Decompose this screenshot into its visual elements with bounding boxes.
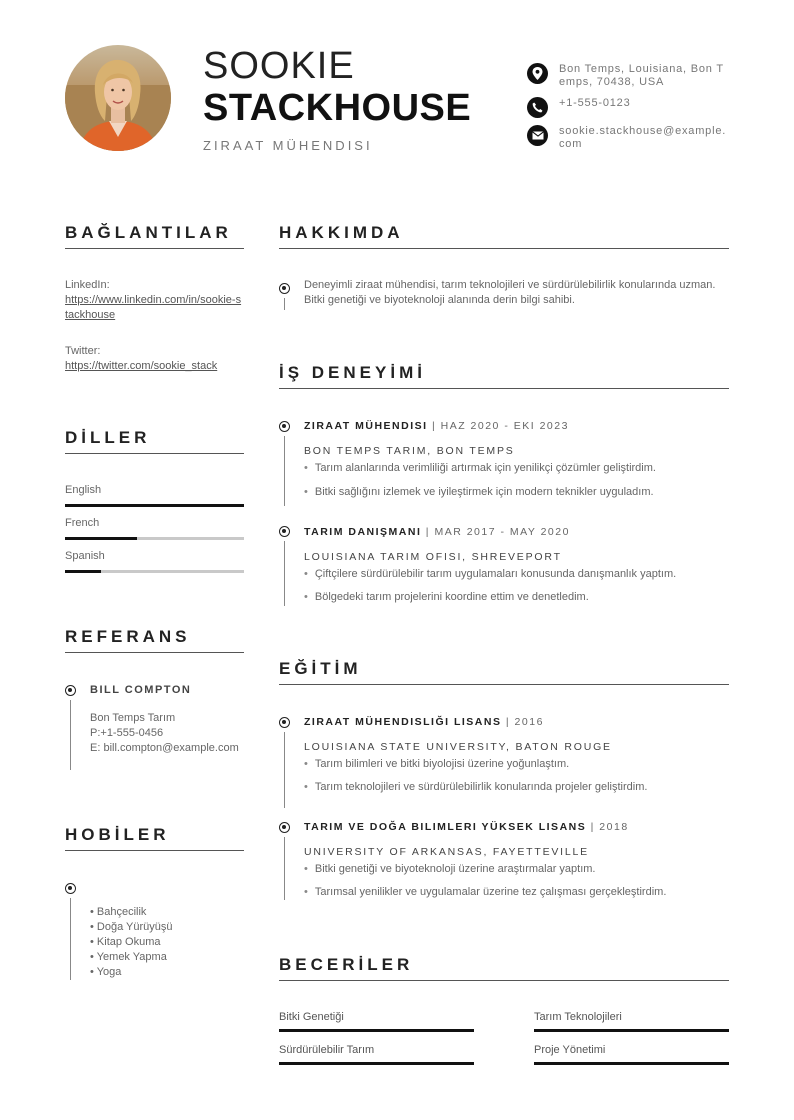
- timeline-dot-icon: [279, 526, 290, 537]
- first-name: SOOKIE: [203, 45, 355, 87]
- entry-role: ZIRAAT MÜHENDISLIĞI LISANS: [304, 716, 502, 728]
- twitter-link[interactable]: https://twitter.com/sookie_stack: [65, 360, 218, 372]
- hobby-item: • Kitap Okuma: [90, 936, 161, 948]
- connections-divider: [65, 248, 244, 249]
- entry-bullet: • Bitki sağlığını izlemek ve iyileştirmek için modern teknikler uyguladım.: [304, 486, 654, 498]
- reference-phone: P:+1-555-0456: [90, 727, 164, 739]
- entry-period: 2018: [599, 821, 629, 833]
- entry-bullet: • Bitki genetiği ve biyoteknoloji üzerine araştırmalar yaptım.: [304, 863, 596, 875]
- contact-phone: +1-555-0123: [559, 97, 631, 109]
- entry-organization: LOUISIANA STATE UNIVERSITY, BATON ROUGE: [304, 741, 612, 753]
- timeline-line: [70, 898, 71, 980]
- timeline-dot-icon: [279, 421, 290, 432]
- hobby-item: • Yoga: [90, 966, 122, 978]
- education-title: EĞİTİM: [279, 659, 362, 678]
- timeline-line: [284, 837, 285, 900]
- location-pin-icon: [527, 63, 548, 84]
- entry-period: MAR 2017 - MAY 2020: [434, 526, 570, 538]
- linkedin-link[interactable]: https://www.linkedin.com/in/sookie-stackhouse: [65, 294, 242, 321]
- phone-icon: [527, 97, 548, 118]
- skill-bar: [534, 1029, 729, 1032]
- about-title: HAKKIMDA: [279, 223, 404, 242]
- languages-divider: [65, 453, 244, 454]
- entry-bullet: • Tarım teknolojileri ve sürdürülebilirlik konularında projeler geliştirdim.: [304, 781, 647, 793]
- hobbies-divider: [65, 850, 244, 851]
- contact-address: Bon Temps, Louisiana, Bon Temps, 70438, USA: [559, 63, 724, 88]
- entry-separator: |: [421, 526, 435, 538]
- entry-organization: BON TEMPS TARIM, BON TEMPS: [304, 445, 515, 457]
- entry-separator: |: [501, 716, 515, 728]
- languages-title: DİLLER: [65, 428, 151, 447]
- hobby-item: • Doğa Yürüyüşü: [90, 921, 173, 933]
- timeline-line: [284, 298, 285, 310]
- timeline-line: [284, 732, 285, 808]
- education-entry-header: [304, 821, 629, 833]
- contact-email-row: [527, 125, 727, 151]
- about-divider: [279, 248, 729, 249]
- entry-role: TARIM VE DOĞA BILIMLERI YÜKSEK LISANS: [304, 821, 587, 833]
- entry-bullet: • Tarımsal yenilikler ve uygulamalar üzerine tez çalışması gerçekleştirdim.: [304, 886, 666, 898]
- hobbies-title: HOBİLER: [65, 825, 170, 844]
- skill-label: Sürdürülebilir Tarım: [279, 1044, 375, 1056]
- timeline-dot-icon: [279, 822, 290, 833]
- profile-photo: [65, 45, 171, 151]
- entry-organization: UNIVERSITY OF ARKANSAS, FAYETTEVILLE: [304, 846, 589, 858]
- hobby-item: • Yemek Yapma: [90, 951, 167, 963]
- entry-role: ZIRAAT MÜHENDISI: [304, 420, 428, 432]
- reference-name: BILL COMPTON: [90, 684, 192, 696]
- entry-bullet: • Tarım bilimleri ve bitki biyolojisi üzerine yoğunlaştım.: [304, 758, 569, 770]
- education-entry-header: [304, 716, 544, 728]
- timeline-dot-icon: [279, 283, 290, 294]
- references-title: REFERANS: [65, 627, 191, 646]
- entry-bullet: • Çiftçilere sürdürülebilir tarım uygulamaları konusunda danışmanlık yaptım.: [304, 568, 676, 580]
- experience-divider: [279, 388, 729, 389]
- timeline-line: [70, 700, 71, 770]
- entry-bullet: • Bölgedeki tarım projelerini koordine ettim ve denetledim.: [304, 591, 589, 603]
- reference-email[interactable]: E: bill.compton@example.com: [90, 742, 239, 754]
- education-divider: [279, 684, 729, 685]
- contact-address-row: [527, 63, 727, 89]
- contact-email[interactable]: sookie.stackhouse@example.com: [559, 125, 727, 150]
- timeline-dot-icon: [65, 883, 76, 894]
- timeline-line: [284, 436, 285, 506]
- hobby-item: • Bahçecilik: [90, 906, 147, 918]
- twitter-label: Twitter:: [65, 345, 101, 357]
- entry-bullet: • Tarım alanlarında verimliliği artırmak için yenilikçi çözümler geliştirdim.: [304, 462, 656, 474]
- linkedin-block: [65, 278, 244, 323]
- entry-separator: |: [427, 420, 441, 432]
- skill-label: Tarım Teknolojileri: [534, 1011, 622, 1023]
- timeline-dot-icon: [65, 685, 76, 696]
- twitter-block: [65, 344, 244, 374]
- entry-organization: LOUISIANA TARIM OFISI, SHREVEPORT: [304, 551, 562, 563]
- skill-label: Proje Yönetimi: [534, 1044, 606, 1056]
- hobbies-list: [90, 905, 173, 980]
- language-level-bar: [65, 504, 244, 507]
- entry-separator: |: [586, 821, 600, 833]
- skill-bar: [279, 1062, 474, 1065]
- language-level-bar: [65, 570, 244, 573]
- skills-title: BECERİLER: [279, 955, 414, 974]
- email-icon: [527, 125, 548, 146]
- experience-entry-header: [304, 420, 569, 432]
- portrait-image: [65, 45, 171, 151]
- last-name: STACKHOUSE: [203, 87, 472, 129]
- language-level-fill: [65, 504, 244, 507]
- skills-divider: [279, 980, 729, 981]
- language-level-bar: [65, 537, 244, 540]
- experience-title: İŞ DENEYİMİ: [279, 363, 426, 382]
- connections-title: BAĞLANTILAR: [65, 223, 232, 242]
- experience-entry-header: [304, 526, 570, 538]
- job-title: ZIRAAT MÜHENDISI: [203, 138, 373, 153]
- reference-details: [90, 711, 244, 756]
- timeline-dot-icon: [279, 717, 290, 728]
- language-label: English: [65, 484, 102, 496]
- skill-bar: [279, 1029, 474, 1032]
- language-level-fill: [65, 537, 137, 540]
- about-text: Deneyimli ziraat mühendisi, tarım teknolojileri ve sürdürülebilirlik konularında uzman. Bitki genetiği ve biyoteknoloji alanında derin bilgi sahibi.: [304, 279, 716, 306]
- language-level-fill: [65, 570, 101, 573]
- entry-period: 2016: [514, 716, 544, 728]
- linkedin-label: LinkedIn:: [65, 279, 110, 291]
- timeline-line: [284, 541, 285, 606]
- contact-phone-row: [527, 97, 727, 118]
- skill-bar: [534, 1062, 729, 1065]
- reference-company: Bon Temps Tarım: [90, 712, 176, 724]
- entry-period: HAZ 2020 - EKI 2023: [440, 420, 569, 432]
- language-label: French: [65, 517, 100, 529]
- entry-role: TARIM DANIŞMANI: [304, 526, 422, 538]
- language-label: Spanish: [65, 550, 105, 562]
- skill-label: Bitki Genetiği: [279, 1011, 344, 1023]
- references-divider: [65, 652, 244, 653]
